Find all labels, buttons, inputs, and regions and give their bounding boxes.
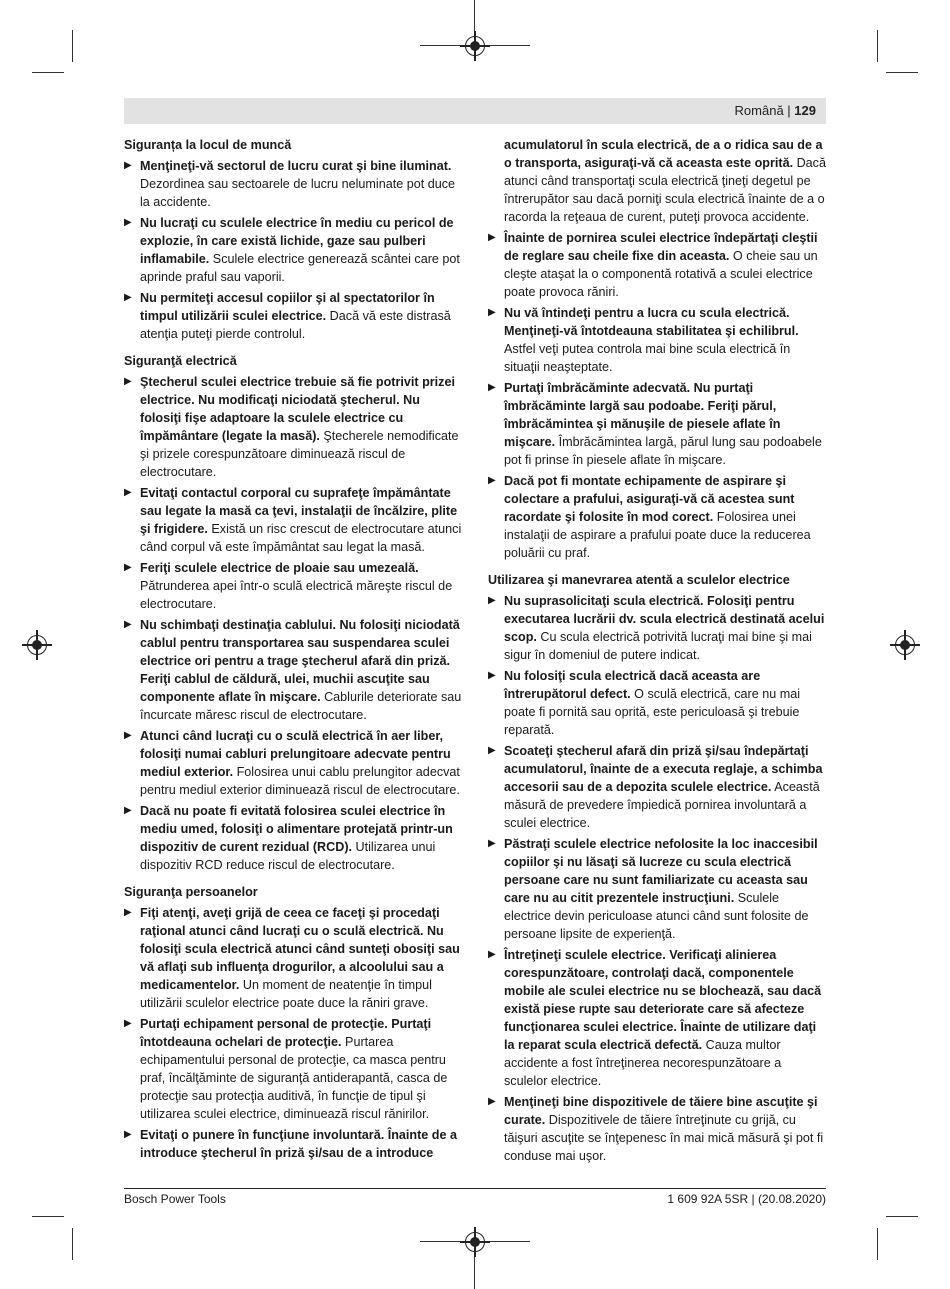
list-item: [124, 559, 462, 613]
list-item: [124, 373, 462, 481]
triangle-bullet-icon: ▶: [124, 1018, 132, 1029]
triangle-bullet-icon: ▶: [488, 838, 496, 849]
item-explanation: Dacă vă este distrasă atenţia puteţi pierde controlul.: [140, 309, 451, 341]
item-explanation: Folosirea unui cablu prelungitor adecvat pentru mediul exterior diminuează riscul de electrocutare.: [140, 765, 460, 797]
crop-mark: [886, 72, 918, 73]
footer-brand: Bosch Power Tools: [124, 1192, 226, 1206]
item-explanation: Un moment de neatenţie în timpul utilizării sculelor electrice poate duce la răniri grave.: [140, 978, 432, 1010]
item-instruction: Nu schimbaţi destinaţia cablului. Nu folosiţi niciodată cablul pentru transportarea sau suspendarea sculei electrice ori pentru a trage ştecherul afară din priză. Feriţi cablul de căldură, ulei, muchii ascuţite sau componente aflate în mişcare.: [140, 618, 460, 704]
item-instruction: Dacă pot fi montate echipamente de aspirare şi colectare a prafului, asiguraţi-vă că acestea sunt racordate şi folosite în mod corect.: [504, 474, 795, 524]
triangle-bullet-icon: ▶: [488, 949, 496, 960]
triangle-bullet-icon: ▶: [124, 907, 132, 918]
item-instruction: Menţineţi-vă sectorul de lucru curat şi bine iluminat.: [140, 159, 452, 173]
crop-mark: [72, 30, 73, 62]
item-instruction: Evitaţi contactul corporal cu suprafeţe împământate sau legate la masă ca ţevi, instalaţii de încălzire, plite şi frigidere.: [140, 486, 458, 536]
list-item: [124, 1126, 462, 1162]
triangle-bullet-icon: ▶: [124, 562, 132, 573]
item-instruction: Nu lucraţi cu sculele electrice în mediu cu pericol de explozie, în care există lichide, gaze sau pulberi inflamabile.: [140, 216, 454, 266]
item-instruction: Atunci când lucraţi cu o sculă electrică în aer liber, folosiţi numai cabluri prelungitoare adecvate pentru mediul exterior.: [140, 729, 451, 779]
list-item: [124, 214, 462, 286]
item-instruction: Feriţi sculele electrice de ploaie sau umezeală.: [140, 561, 419, 575]
list-item: [124, 1015, 462, 1123]
list-item: [124, 616, 462, 724]
item-explanation: Dacă atunci când transportaţi scula electrică ţineţi degetul pe întrerupător sau dacă porniţi scula electrică înainte de a o racorda la reţeaua de curent, puteţi provoca accidente.: [504, 156, 826, 224]
item-instruction: acumulatorul în scula electrică, de a o ridica sau de a o transporta, asiguraţi-vă că aceasta este oprită.: [504, 138, 823, 170]
list-item: [488, 592, 826, 664]
list-item: [488, 472, 826, 562]
crop-mark: [877, 30, 878, 62]
list-item: [124, 289, 462, 343]
triangle-bullet-icon: ▶: [124, 730, 132, 741]
item-instruction: Nu folosiţi scula electrică dacă aceasta are întrerupătorul defect.: [504, 669, 761, 701]
section-title: Siguranța la locul de muncă: [124, 138, 292, 152]
triangle-bullet-icon: ▶: [124, 160, 132, 171]
list-item: [488, 835, 826, 943]
triangle-bullet-icon: ▶: [124, 292, 132, 303]
item-explanation: Pătrunderea apei într-o sculă electrică măreşte riscul de electrocutare.: [140, 579, 453, 611]
item-explanation: Există un risc crescut de electrocutare atunci când corpul vă este împământat sau legat la masă.: [140, 522, 462, 554]
item-instruction: Menţineţi bine dispozitivele de tăiere bine ascuţite şi curate.: [504, 1095, 818, 1127]
crop-mark: [32, 1216, 64, 1217]
triangle-bullet-icon: ▶: [124, 217, 132, 228]
list-item: [488, 946, 826, 1090]
section-title: Utilizarea şi manevrarea atentă a sculelor electrice: [488, 573, 790, 587]
registration-mark-icon: [465, 1232, 485, 1252]
item-explanation: O sculă electrică, care nu mai poate fi pornită sau oprită, este periculoasă şi trebuie reparată.: [504, 687, 801, 737]
item-explanation: Astfel veţi putea controla mai bine scula electrică în situaţii neaşteptate.: [504, 342, 791, 374]
page-header: [124, 98, 826, 124]
triangle-bullet-icon: ▶: [488, 670, 496, 681]
item-instruction: Nu permiteţi accesul copiilor şi al spectatorilor în timpul utilizării sculei electrice.: [140, 291, 435, 323]
header-label: Română | 129: [734, 103, 816, 118]
item-instruction: Nu vă întindeţi pentru a lucra cu scula electrică. Menţineţi-vă întotdeauna stabilitatea şi echilibrul.: [504, 306, 799, 338]
item-instruction: Scoateţi ştecherul afară din priză şi/sau îndepărtaţi acumulatorul, înainte de a executa reglaje, a schimba accesorii sau de a depozita sculele electrice.: [504, 744, 823, 794]
right-column: [488, 136, 826, 1168]
triangle-bullet-icon: ▶: [124, 1129, 132, 1140]
item-explanation: Ştecherele nemodificate şi prizele corespunzătoare diminuează riscul de electrocutare.: [140, 429, 459, 479]
footer-doc-id: 1 609 92A 5SR | (20.08.2020): [667, 1192, 826, 1206]
header-language: Română: [734, 103, 784, 118]
list-item: [488, 1093, 826, 1165]
triangle-bullet-icon: ▶: [488, 1096, 496, 1107]
section-title: Siguranţă electrică: [124, 354, 237, 368]
list-item: [124, 484, 462, 556]
item-explanation: Sculele electrice devin periculoase atunci când sunt folosite de persoane lipsite de experienţă.: [504, 891, 809, 941]
item-explanation: Purtarea echipamentului personal de protecţie, ca masca pentru praf, încălţăminte de siguranţă antiderapantă, casca de protecţie sau protecţia auditivă, în funcţie de tipul şi utilizarea sculei electrice, diminuează riscul rănirilor.: [140, 1035, 448, 1121]
item-explanation: Dispozitivele de tăiere întreţinute cu grijă, cu tăişuri ascuţite se înţepenesc în mai mică măsură şi pot fi conduse mai uşor.: [504, 1113, 824, 1163]
triangle-bullet-icon: ▶: [488, 475, 496, 486]
item-instruction: Evitaţi o punere în funcţiune involuntară. Înainte de a introduce ştecherul în priză şi/sau de a introduce: [140, 1128, 457, 1160]
list-item: [488, 379, 826, 469]
item-instruction: Fiţi atenţi, aveţi grijă de ceea ce faceţi şi procedaţi raţional atunci când lucraţi cu o sculă electrică. Nu folosiţi scula electrică atunci când sunteţi obosiţi sau vă aflaţi sub influenţa drogurilor, a alcoolului sau a medicamentelor.: [140, 906, 460, 992]
item-explanation: Această măsură de prevedere împiedică pornirea involuntară a sculei electrice.: [504, 780, 820, 830]
item-instruction: Nu suprasolicitaţi scula electrică. Folosiţi pentru executarea lucrării dv. scula electrică destinată acelui scop.: [504, 594, 825, 644]
triangle-bullet-icon: ▶: [488, 232, 496, 243]
crop-mark: [72, 1228, 73, 1260]
item-explanation: Utilizarea unui dispozitiv RCD reduce riscul de electrocutare.: [140, 840, 436, 872]
triangle-bullet-icon: ▶: [124, 376, 132, 387]
registration-mark-icon: [27, 635, 47, 655]
list-item: [124, 727, 462, 799]
footer-rule: [124, 1188, 826, 1189]
triangle-bullet-icon: ▶: [124, 619, 132, 630]
page-number: 129: [794, 103, 816, 118]
item-explanation: Cu scula electrică potrivită lucraţi mai bine şi mai sigur în domeniul de putere indicat.: [504, 630, 812, 662]
item-instruction: Purtaţi îmbrăcăminte adecvată. Nu purtaţi îmbrăcăminte largă sau podoabe. Feriţi părul, îmbrăcămintea şi mănuşile de piesele aflate în mişcare.: [504, 381, 781, 449]
list-item: [124, 802, 462, 874]
registration-mark-icon: [465, 36, 485, 56]
item-explanation: Cablurile deteriorate sau încurcate măresc riscul de electrocutare.: [140, 690, 462, 722]
crop-mark: [877, 1228, 878, 1260]
item-instruction: Întreţineţi sculele electrice. Verificaţi alinierea corespunzătoare, controlaţi dacă, componentele mobile ale sculei electrice nu se blochează, sau dacă există piese rupte sau deteriorate care să afecteze funcţionarea sculei electrice. Înainte de utilizare daţi la reparat scula electrică defectă.: [504, 948, 822, 1052]
item-instruction: Purtaţi echipament personal de protecţie. Purtaţi întotdeauna ochelari de protecţie.: [140, 1017, 432, 1049]
item-instruction: Păstraţi sculele electrice nefolosite la loc inaccesibil copiilor şi nu lăsaţi să lucreze cu scula electrică persoane care nu sunt familiarizate cu aceasta sau care nu au citit prezentele instrucţiuni.: [504, 837, 818, 905]
item-explanation: Dezordinea sau sectoarele de lucru neluminate pot duce la accidente.: [140, 177, 456, 209]
item-instruction: Ştecherul sculei electrice trebuie să fie potrivit prizei electrice. Nu modificaţi niciodată ştecherul. Nu folosiţi fişe adaptoare la sculele electrice cu împământare (legate la masă).: [140, 375, 455, 443]
triangle-bullet-icon: ▶: [488, 745, 496, 756]
crop-mark: [32, 72, 64, 73]
triangle-bullet-icon: ▶: [488, 382, 496, 393]
triangle-bullet-icon: ▶: [488, 307, 496, 318]
item-explanation: O cheie sau un cleşte ataşat la o componentă rotativă a sculei electrice poate provoca răniri.: [504, 249, 818, 299]
item-instruction: Înainte de pornirea sculei electrice îndepărtaţi cleştii de reglare sau cheile fixe din aceasta.: [504, 231, 818, 263]
item-explanation: Sculele electrice generează scântei care pot aprinde praful sau vaporii.: [140, 252, 460, 284]
crop-mark: [886, 1216, 918, 1217]
list-item: [124, 904, 462, 1012]
list-item: [124, 157, 462, 211]
list-item-continued: [488, 136, 826, 226]
list-item: [488, 667, 826, 739]
item-explanation: Îmbrăcămintea largă, părul lung sau podoabele pot fi prinse în piesele aflate în mişcare.: [504, 435, 822, 467]
list-item: [488, 229, 826, 301]
triangle-bullet-icon: ▶: [488, 595, 496, 606]
registration-mark-icon: [895, 635, 915, 655]
list-item: [488, 742, 826, 832]
triangle-bullet-icon: ▶: [124, 487, 132, 498]
item-explanation: Cauza multor accidente a fost întreţinerea necorespunzătoare a sculelor electrice.: [504, 1038, 782, 1088]
section-title: Siguranţa persoanelor: [124, 885, 258, 899]
list-item: [488, 304, 826, 376]
left-column: [124, 136, 462, 1165]
triangle-bullet-icon: ▶: [124, 805, 132, 816]
item-explanation: Folosirea unei instalaţii de aspirare a prafului poate duce la reducerea poluării cu praf.: [504, 510, 811, 560]
item-instruction: Dacă nu poate fi evitată folosirea sculei electrice în mediu umed, folosiţi o alimentare protejată printr-un dispozitiv de curent rezidual (RCD).: [140, 804, 453, 854]
